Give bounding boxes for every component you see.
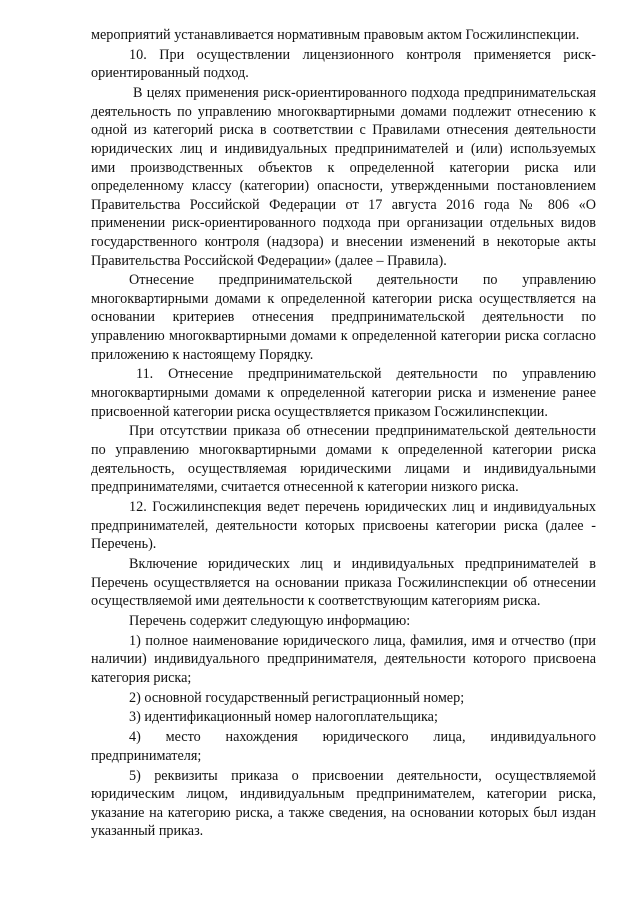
- paragraph-risk-criteria: Отнесение предпринимательской деятельности по управлению многоквартирными домами к определенной категории риска осуществляется на основании критериев отнесения предпринимательской деятельности по управлению многоквартирными домами к определенной категории риска согласно приложению к настоящему Порядку.: [91, 272, 596, 363]
- paragraph-clause-12: 12. Госжилинспекция ведет перечень юридических лиц и индивидуальных предпринимателей, деятельности которых присвоены категории риска (далее - Перечень).: [91, 498, 596, 553]
- list-item: 3) идентификационный номер налогоплательщика;: [129, 709, 438, 726]
- list-item: 5) реквизиты приказа о присвоении деятельности, осуществляемой юридическим лицом, индивидуальным предпринимателем, категории риска, указание на категорию риска, а также сведения, на основании которых был издан указанный приказ.: [91, 767, 596, 840]
- paragraph-list-intro: Перечень содержит следующую информацию:: [129, 612, 411, 629]
- paragraph-low-risk: При отсутствии приказа об отнесении предпринимательской деятельности по управлению многоквартирными домами к определенной категории риска деятельность, осуществляемая юридическими лицами и индивидуальными предпринимателями, считается отнесенной к категории низкого риска.: [91, 423, 596, 496]
- paragraph-list-inclusion: Включение юридических лиц и индивидуальных предпринимателей в Перечень осуществляется на основании приказа Госжилинспекции об отнесении осуществляемой ими деятельности к соответствующим категориям риска.: [91, 555, 596, 610]
- document-page: [91, 26, 596, 842]
- paragraph-continuation: мероприятий устанавливается нормативным правовым актом Госжилинспекции.: [91, 27, 580, 43]
- paragraph-risk-approach: В целях применения риск-ориентированного подхода предпринимательская деятельность по управлению многоквартирными домами подлежит отнесению к одной из категорий риска в соответствии с Правилами отнесения деятельности юридических лиц и индивидуальных предпринимателей и (или) используемых ими производственных объектов к определенной категории риска или определенному классу (категории) опасности, утвержденными постановлением Правительства Российской Федерации от 17 августа 2016 года № 806 «О применении риск-ориентированного подхода при организации отдельных видов государственного контроля (надзора) и внесении изменений в некоторые акты Правительства Российской Федерации» (далее – Правила).: [91, 85, 596, 269]
- paragraph-clause-10: 10. При осуществлении лицензионного контроля применяется риск-ориентированный подход.: [91, 46, 596, 82]
- list-item: 1) полное наименование юридического лица, фамилия, имя и отчество (при наличии) индивидуального предпринимателя, деятельности которого присвоена категория риска;: [91, 632, 596, 686]
- list-item: 2) основной государственный регистрационный номер;: [129, 689, 465, 706]
- paragraph-clause-11: 11. Отнесение предпринимательской деятельности по управлению многоквартирными домами к определенной категории риска и изменение ранее присвоенной категории риска осуществляется приказом Госжилинспекции.: [91, 366, 596, 420]
- info-list: [91, 632, 596, 841]
- list-item: 4) место нахождения юридического лица, индивидуального предпринимателя;: [91, 729, 596, 764]
